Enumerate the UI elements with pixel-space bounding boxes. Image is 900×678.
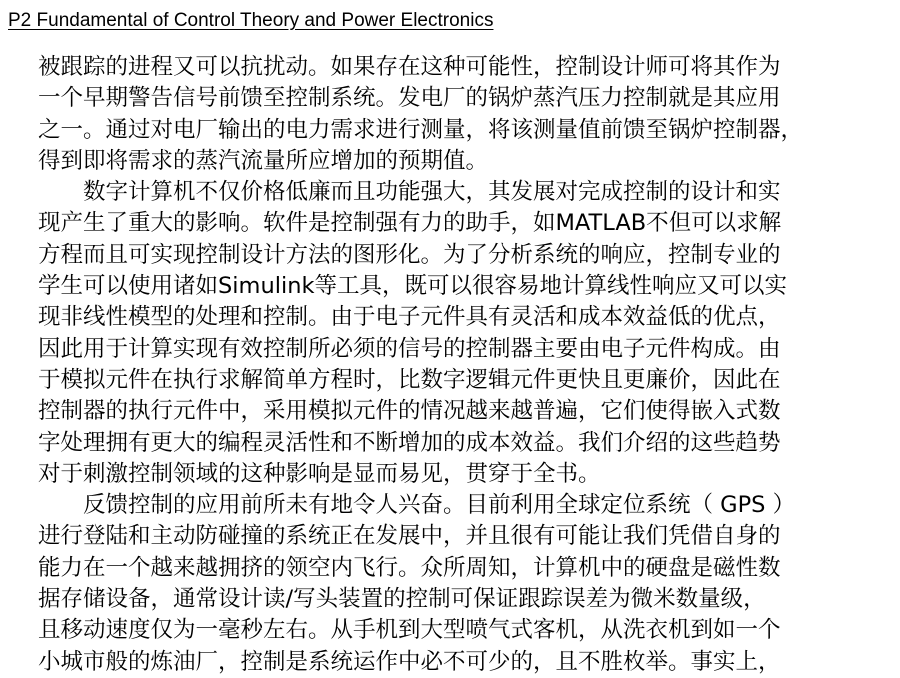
text-line: 因此用于计算实现有效控制所必须的信号的控制器主要由电子元件构成。由 — [38, 335, 781, 362]
text-line: 现产生了重大的影响。软件是控制强有力的助手，如MATLAB不但可以求解 — [38, 210, 782, 237]
text-line: 被跟踪的进程又可以抗扰动。如果存在这种可能性，控制设计师可将其作为 — [38, 54, 781, 80]
text-line: 进行登陆和主动防碰撞的系统正在发展中，并且很有可能让我们凭借自身的 — [38, 523, 781, 550]
text-line: 方程而且可实现控制设计方法的图形化。为了分析系统的响应，控制专业的 — [38, 241, 781, 268]
slide-title: P2 Fundamental of Control Theory and Power Electronics — [8, 10, 494, 31]
text-line: 之一。通过对电厂输出的电力需求进行测量，将该测量值前馈至锅炉控制器， — [38, 116, 804, 143]
text-line: 小城市般的炼油厂，控制是系统运作中必不可少的，且不胜枚举。事实上， — [38, 648, 781, 675]
text-line: 反馈控制的应用前所未有地令人兴奋。目前利用全球定位系统（ GPS ） — [38, 492, 796, 519]
text-line: 得到即将需求的蒸汽流量所应增加的预期值。 — [38, 147, 489, 174]
text-line: 现非线性模型的处理和控制。由于电子元件具有灵活和成本效益低的优点， — [38, 304, 781, 331]
text-line: 学生可以使用诸如Simulink等工具，既可以很容易地计算线性响应又可以实 — [38, 273, 788, 300]
text-line: 据存储设备，通常设计读/写头装置的控制可保证跟踪误差为微米数量级， — [38, 586, 766, 613]
text-line: 数字计算机不仅价格低廉而且功能强大，其发展对完成控制的设计和实 — [38, 179, 781, 206]
text-line: 且移动速度仅为一毫秒左右。从手机到大型喷气式客机，从洗衣机到如一个 — [38, 617, 781, 644]
text-line: 能力在一个越来越拥挤的领空内飞行。众所周知，计算机中的硬盘是磁性数 — [38, 554, 781, 581]
text-line: 一个早期警告信号前馈至控制系统。发电厂的锅炉蒸汽压力控制就是其应用 — [38, 85, 781, 112]
body-text — [38, 52, 878, 678]
text-line: 于模拟元件在执行求解简单方程时，比数字逻辑元件更快且更廉价，因此在 — [38, 366, 781, 393]
text-line: 控制器的执行元件中，采用模拟元件的情况越来越普遍，它们使得嵌入式数 — [38, 398, 781, 425]
text-line: 字处理拥有更大的编程灵活性和不断增加的成本效益。我们介绍的这些趋势 — [38, 429, 781, 456]
text-line: 对于刺激控制领域的这种影响是显而易见，贯穿于全书。 — [38, 460, 601, 487]
